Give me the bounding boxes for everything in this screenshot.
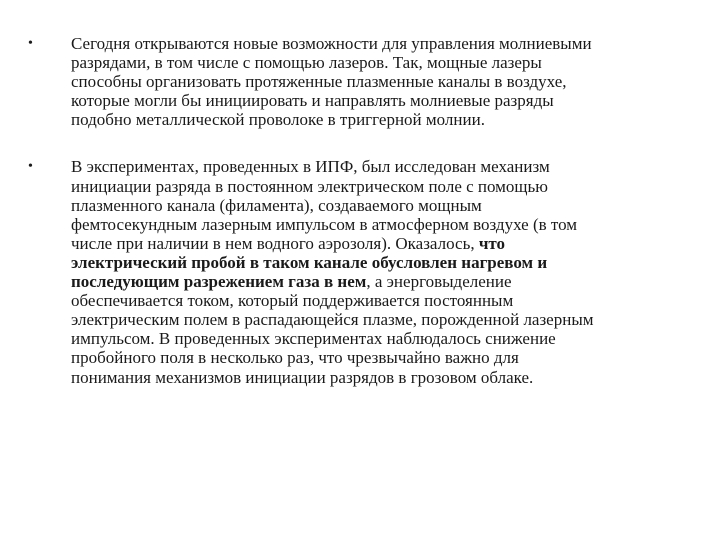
emphasis-text: последующим разрежением газа в нем <box>71 272 367 292</box>
text-line: фемтосекундным лазерным импульсом в атмосферном воздухе (в том <box>71 214 578 234</box>
text-line: Сегодня открываются новые возможности для управления молниевыми <box>71 34 592 53</box>
text-line: пробойного поля в несколько раз, что чрезвычайно важно для <box>71 348 519 368</box>
emphasis-line: электрический пробой в таком канале обусловлен нагревом и <box>71 252 548 272</box>
bullet-item-ipf-experiments <box>22 157 694 386</box>
text-line: обеспечивается током, который поддерживается постоянным <box>71 291 514 311</box>
text-line: В экспериментах, проведенных в ИПФ, был исследован механизм <box>71 157 550 177</box>
bullet-item-lightning-control <box>22 34 694 129</box>
text-line: импульсом. В проведенных экспериментах наблюдалось снижение <box>71 329 556 349</box>
emphasis-text: что <box>478 233 506 253</box>
text-line: способны организовать протяженные плазменные каналы в воздухе, <box>71 72 567 92</box>
text-line: понимания механизмов инициации разрядов в грозовом облаке. <box>71 367 534 387</box>
text-line: электрическим полем в распадающейся плазме, порожденной лазерным <box>71 310 594 330</box>
text-run: , а энерговыделение <box>366 272 512 292</box>
bullet-list <box>22 34 694 387</box>
text-line <box>71 234 694 253</box>
text-line: подобно металлической проволоке в триггерной молнии. <box>71 110 485 130</box>
text-line <box>71 272 694 291</box>
text-line: плазменного канала (филамента), создаваемого мощным <box>71 195 482 215</box>
bullet-dot-icon: • <box>28 36 33 51</box>
text-run: числе при наличии в нем водного аэрозоля). Оказалось, <box>71 233 479 253</box>
text-line: которые могли бы инициировать и направлять молниевые разряды <box>71 91 554 111</box>
bullet-dot-icon: • <box>28 159 33 175</box>
text-line: инициации разряда в постоянном электрическом поле с помощью <box>71 176 548 196</box>
text-line: разрядами, в том числе с помощью лазеров. Так, мощные лазеры <box>71 53 542 73</box>
